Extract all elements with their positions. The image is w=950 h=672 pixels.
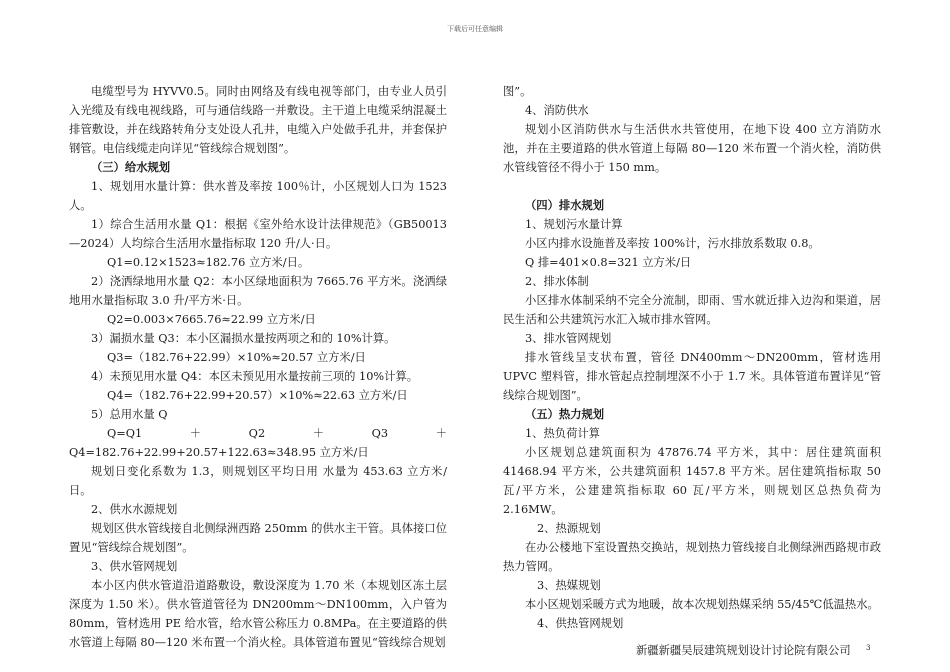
paragraph: 规划区供水管线接自北侧绿洲西路 250mm 的供水主干管。具体接口位置见“管线综合规划图”。 (69, 522, 447, 554)
paragraph: 小区规划总建筑面积为 47876.74 平方米，其中：居住建筑面积 41468.94 平方米，公共建筑面积 1457.8 平方米。居住建筑指标取 50 瓦/平方米，公建建筑指标取 60 瓦/平方米，则规划区总热负荷为 2.16MW。 (503, 446, 881, 516)
paragraph: 规划小区消防供水与生活供水共管使用，在地下设 400 立方消防水池，并在主要道路的供水管道上每隔 80—120 米布置一个消火栓，消防供水管线管径不得小于 150 mm。 (503, 123, 881, 174)
footer-company: 新疆新疆吴辰建筑规划设计讨论院有限公司 (636, 644, 851, 657)
paragraph: 电缆型号为 HYVV0.5。同时由网络及有线电视等部门，由专业人员引入光缆及有线电视线路，可与通信线路一并敷设。主干道上电缆采纳混凝土排管敷设，并在线路转角分支处设人孔井，电缆入户处做手孔井，并套保护钢管。电信线缆走向详见“管线综合规划图”。 (69, 85, 447, 155)
page-header: 下载后可任意编辑 (447, 25, 503, 33)
paragraph: 3、排水管网规划 (525, 332, 612, 345)
paragraph: 4、消防供水 (525, 104, 589, 117)
paragraph: 图”。 (503, 85, 532, 98)
page-number: 3 (866, 644, 871, 652)
paragraph: 1）综合生活用水量 Q1：根据《室外给水设计法律规范》（GB50013—2024）人均综合生活用水量指标取 120 升/人·日。 (69, 218, 447, 250)
right-column (503, 82, 881, 633)
paragraph: 4）未预见用水量 Q4：本区未预见用水量按前三项的 10%计算。 (91, 370, 419, 383)
paragraph: 2）浇洒绿地用水量 Q2：本小区绿地面积为 7665.76 平方米。浇洒绿地用水量指标取 3.0 升/平方米·日。 (69, 275, 447, 307)
paragraph: 本小区内供水管道沿道路敷设，敷设深度为 1.70 米（本规划区冻土层深度为 1.50 米）。供水管道管径为 DN200mm～DN100mm，入户管为 80mm，管材选用 PE 给水管，给水管公称压力 0.8MPa。在主要道路的供水管道上每隔 80—120 米布置一个消火栓。具体管道布置见“管线综合规划 (69, 579, 447, 649)
paragraph: Q 排=401×0.8=321 立方米/日 (525, 256, 692, 269)
paragraph: 3、供水管网规划 (91, 560, 178, 573)
paragraph: 规划日变化系数为 1.3，则规划区平均日用 水量为 453.63 立方米/日。 (69, 465, 447, 497)
paragraph: 本小区规划采暖方式为地暖，故本次规划热媒采纳 55/45℃低温热水。 (525, 598, 879, 611)
paragraph: 2、排水体制 (525, 275, 589, 288)
blank-line (503, 177, 881, 196)
left-column (69, 82, 447, 652)
section-heading: （五）热力规划 (525, 407, 605, 421)
paragraph: 1、热负荷计算 (525, 427, 600, 440)
paragraph: Q4=（182.76+22.99+20.57）×10%≈22.63 立方米/日 (107, 389, 408, 402)
paragraph: Q=Q1＋Q2＋Q3＋Q4=182.76+22.99+20.57+122.63≈348.95 立方米/日 (69, 427, 447, 459)
paragraph: 2、热源规划 (537, 522, 601, 535)
paragraph: 3）漏损水量 Q3：本小区漏损水量按两项之和的 10%计算。 (91, 332, 396, 345)
paragraph: 2、供水水源规划 (91, 503, 178, 516)
paragraph: 排水管线呈支状布置，管径 DN400mm～DN200mm，管材选用 UPVC 塑料管，排水管起点控制埋深不小于 1.7 米。具体管道布置详见“管线综合规划图”。 (503, 351, 881, 402)
paragraph: 3、热媒规划 (537, 579, 601, 592)
paragraph: Q2=0.003×7665.76≈22.99 立方米/日 (107, 313, 316, 326)
section-heading: （三）给水规划 (91, 160, 171, 174)
section-heading: （四）排水规划 (525, 198, 605, 212)
paragraph: 1、规划用水量计算：供水普及率按 100％计，小区规划人口为 1523 人。 (69, 180, 447, 212)
paragraph: Q3=（182.76+22.99）×10%≈20.57 立方米/日 (107, 351, 366, 364)
paragraph: Q1=0.12×1523≈182.76 立方米/日。 (107, 256, 310, 269)
paragraph: 在办公楼地下室设置热交换站，规划热力管线接自北侧绿洲西路规市政热力管网。 (503, 541, 881, 573)
paragraph: 5）总用水量 Q (91, 408, 168, 421)
paragraph: 小区内排水设施普及率按 100%计，污水排放系数取 0.8。 (525, 237, 820, 250)
paragraph: 1、规划污水量计算 (525, 218, 623, 231)
paragraph: 小区排水体制采纳不完全分流制，即雨、雪水就近排入边沟和渠道，居民生活和公共建筑污水汇入城市排水管网。 (503, 294, 881, 326)
paragraph: 4、供热管网规划 (537, 617, 624, 630)
